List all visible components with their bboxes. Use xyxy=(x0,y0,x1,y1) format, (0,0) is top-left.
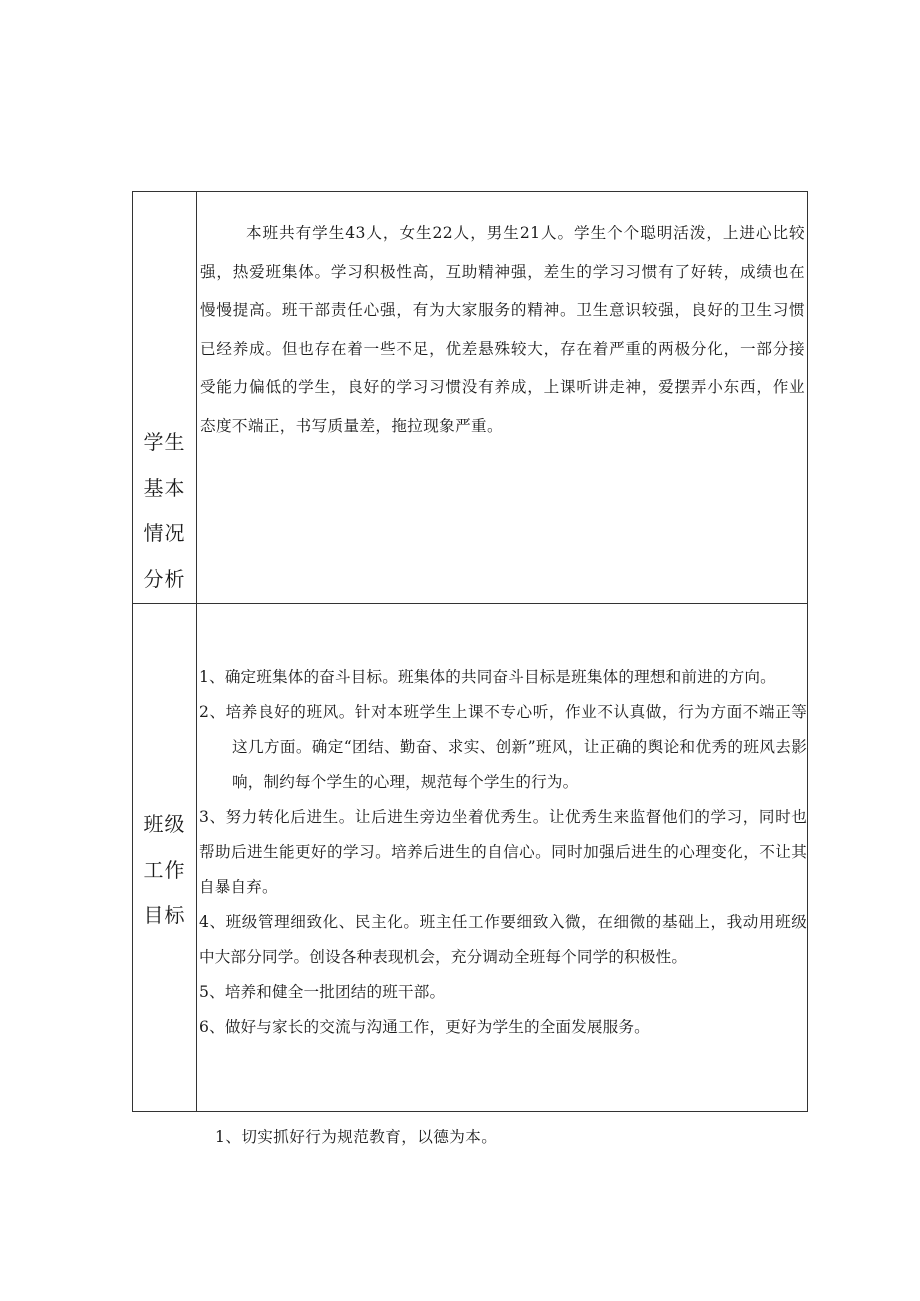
row-label-cell xyxy=(133,604,197,1112)
goal-item: 4、班级管理细致化、民主化。班主任工作要细致入微，在细微的基础上，我动用班级中大部分同学。创设各种表现机会，充分调动全班每个同学的积极性。 xyxy=(199,913,807,966)
row-label-cell xyxy=(133,192,197,604)
measure-item: 1、切实抓好行为规范教育，以德为本。 xyxy=(215,1128,498,1146)
label-line: 学生 xyxy=(143,430,186,454)
row-label-student-analysis xyxy=(133,420,196,602)
label-line: 分析 xyxy=(143,566,186,591)
label-line: 情况 xyxy=(143,521,186,545)
goal-item: 3、努力转化后进生。让后进生旁边坐着优秀生。让优秀生来监督他们的学习，同时也帮助后进生能更好的学习。培养后进生的自信心。同时加强后进生的心理变化，不让其自暴自弃。 xyxy=(199,808,807,896)
class-plan-table xyxy=(132,191,808,1112)
row-content-cell xyxy=(197,192,808,604)
label-line: 目标 xyxy=(143,903,186,927)
table-row-class-goals xyxy=(133,604,808,1112)
row-content-cell xyxy=(197,604,808,1112)
goal-item: 2、培养良好的班风。针对本班学生上课不专心听，作业不认真做，行为方面不端正等这几方面。确定“团结、勤奋、求实、创新”班风，让正确的舆论和优秀的班风去影响，制约每个学生的心理，规范每个学生的行为。 xyxy=(199,703,807,791)
table-row-student-analysis xyxy=(133,192,808,604)
label-line: 工作 xyxy=(143,857,186,882)
goal-item: 6、做好与家长的交流与沟通工作，更好为学生的全面发展服务。 xyxy=(199,1018,650,1036)
class-goals-list xyxy=(197,604,807,1045)
label-line: 班级 xyxy=(143,812,186,836)
goal-item: 1、确定班集体的奋斗目标。班集体的共同奋斗目标是班集体的理想和前进的方向。 xyxy=(199,668,776,686)
row-label-class-goals xyxy=(133,802,196,939)
goal-item: 5、培养和健全一批团结的班干部。 xyxy=(199,983,446,1001)
student-analysis-paragraph: 本班共有学生43人，女生22人，男生21人。学生个个聪明活泼，上进心比较强，热爱班集体。学习积极性高，互助精神强，差生的学习习惯有了好转，成绩也在慢慢提高。班干部责任心强，有为大家服务的精神。卫生意识较强，良好的卫生习惯已经养成。但也存在着一些不足，优差悬殊较大，存在着严重的两极分化，一部分接受能力偏低的学生，良好的学习习惯没有养成，上课听讲走神，爱摆弄小东西，作业态度不端正，书写质量差，拖拉现象严重。 xyxy=(200,224,805,435)
label-line: 基本 xyxy=(143,475,186,500)
